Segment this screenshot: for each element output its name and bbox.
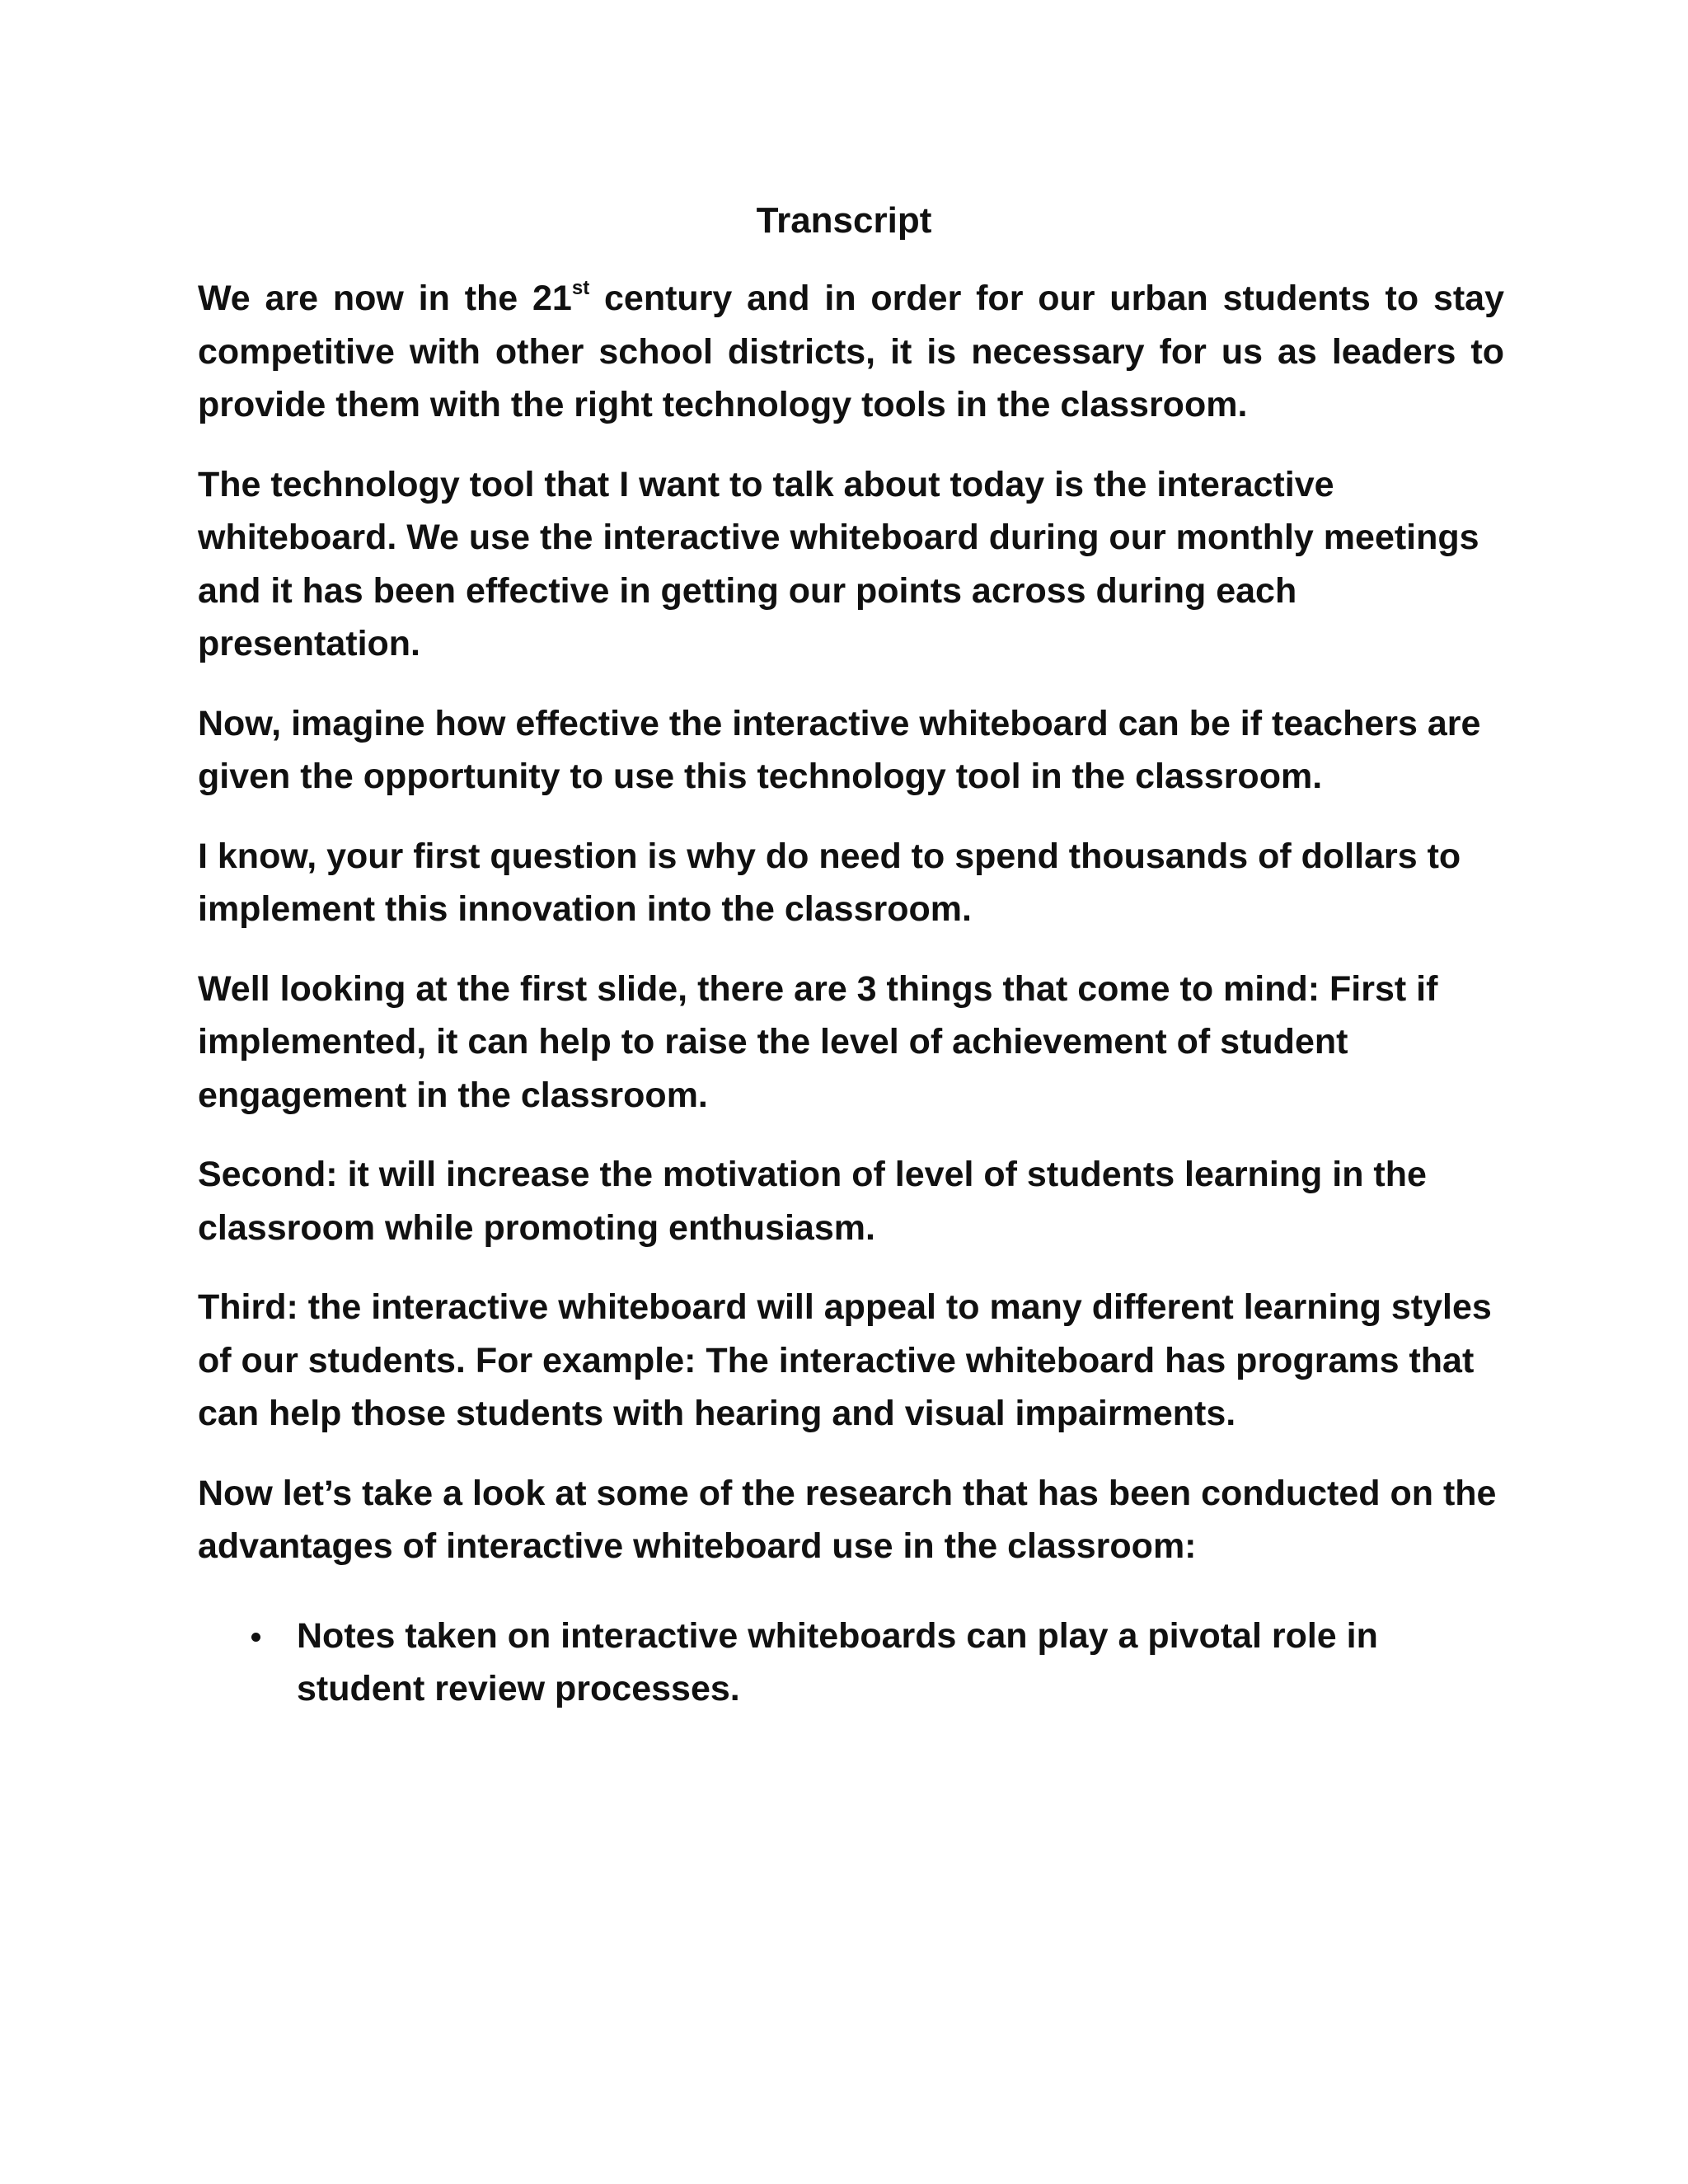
paragraph-second: Second: it will increase the motivation of level of students learning in the classroom while promoting enthusiasm. bbox=[198, 1155, 1427, 1248]
paragraph-technology-tool: The technology tool that I want to talk about today is the interactive whiteboard. We use the interactive whiteboard during our monthly meetings and it has been effective in getting our points across during each presentation. bbox=[198, 464, 1479, 663]
paragraph-first-slide: Well looking at the first slide, there are 3 things that come to mind: First if implemented, it can help to raise the level of achievement of student engagement in the classroom. bbox=[198, 968, 1438, 1115]
paragraph-research: Now let’s take a look at some of the research that has been conducted on the advantages of interactive whiteboard use in the classroom: bbox=[198, 1473, 1497, 1566]
paragraph-intro bbox=[198, 272, 1504, 432]
document-body bbox=[198, 272, 1504, 1716]
paragraph-third: Third: the interactive whiteboard will appeal to many different learning styles of our students. For example: The interactive whiteboard has programs that can help those students with hearing and visual impairments. bbox=[198, 1287, 1492, 1433]
list-item bbox=[297, 1610, 1504, 1716]
paragraph-intro-start: We are now in the 21 bbox=[198, 279, 572, 318]
document-title: Transcript bbox=[756, 200, 932, 241]
paragraph-intro-rest: century and in order for our urban students to stay competitive with other school districts, it is necessary for us as leaders to provide them with the right technology tools in the classroom. bbox=[198, 279, 1505, 424]
paragraph-imagine: Now, imagine how effective the interactive whiteboard can be if teachers are given the opportunity to use this technology tool in the classroom. bbox=[198, 703, 1481, 796]
bullet-list bbox=[198, 1610, 1504, 1716]
bullet-icon bbox=[251, 1633, 260, 1642]
list-item-text: Notes taken on interactive whiteboards can play a pivotal role in student review processes. bbox=[297, 1615, 1378, 1708]
paragraph-first-question: I know, your first question is why do need to spend thousands of dollars to implement this innovation into the classroom. bbox=[198, 836, 1461, 929]
ordinal-superscript: st bbox=[571, 276, 590, 299]
